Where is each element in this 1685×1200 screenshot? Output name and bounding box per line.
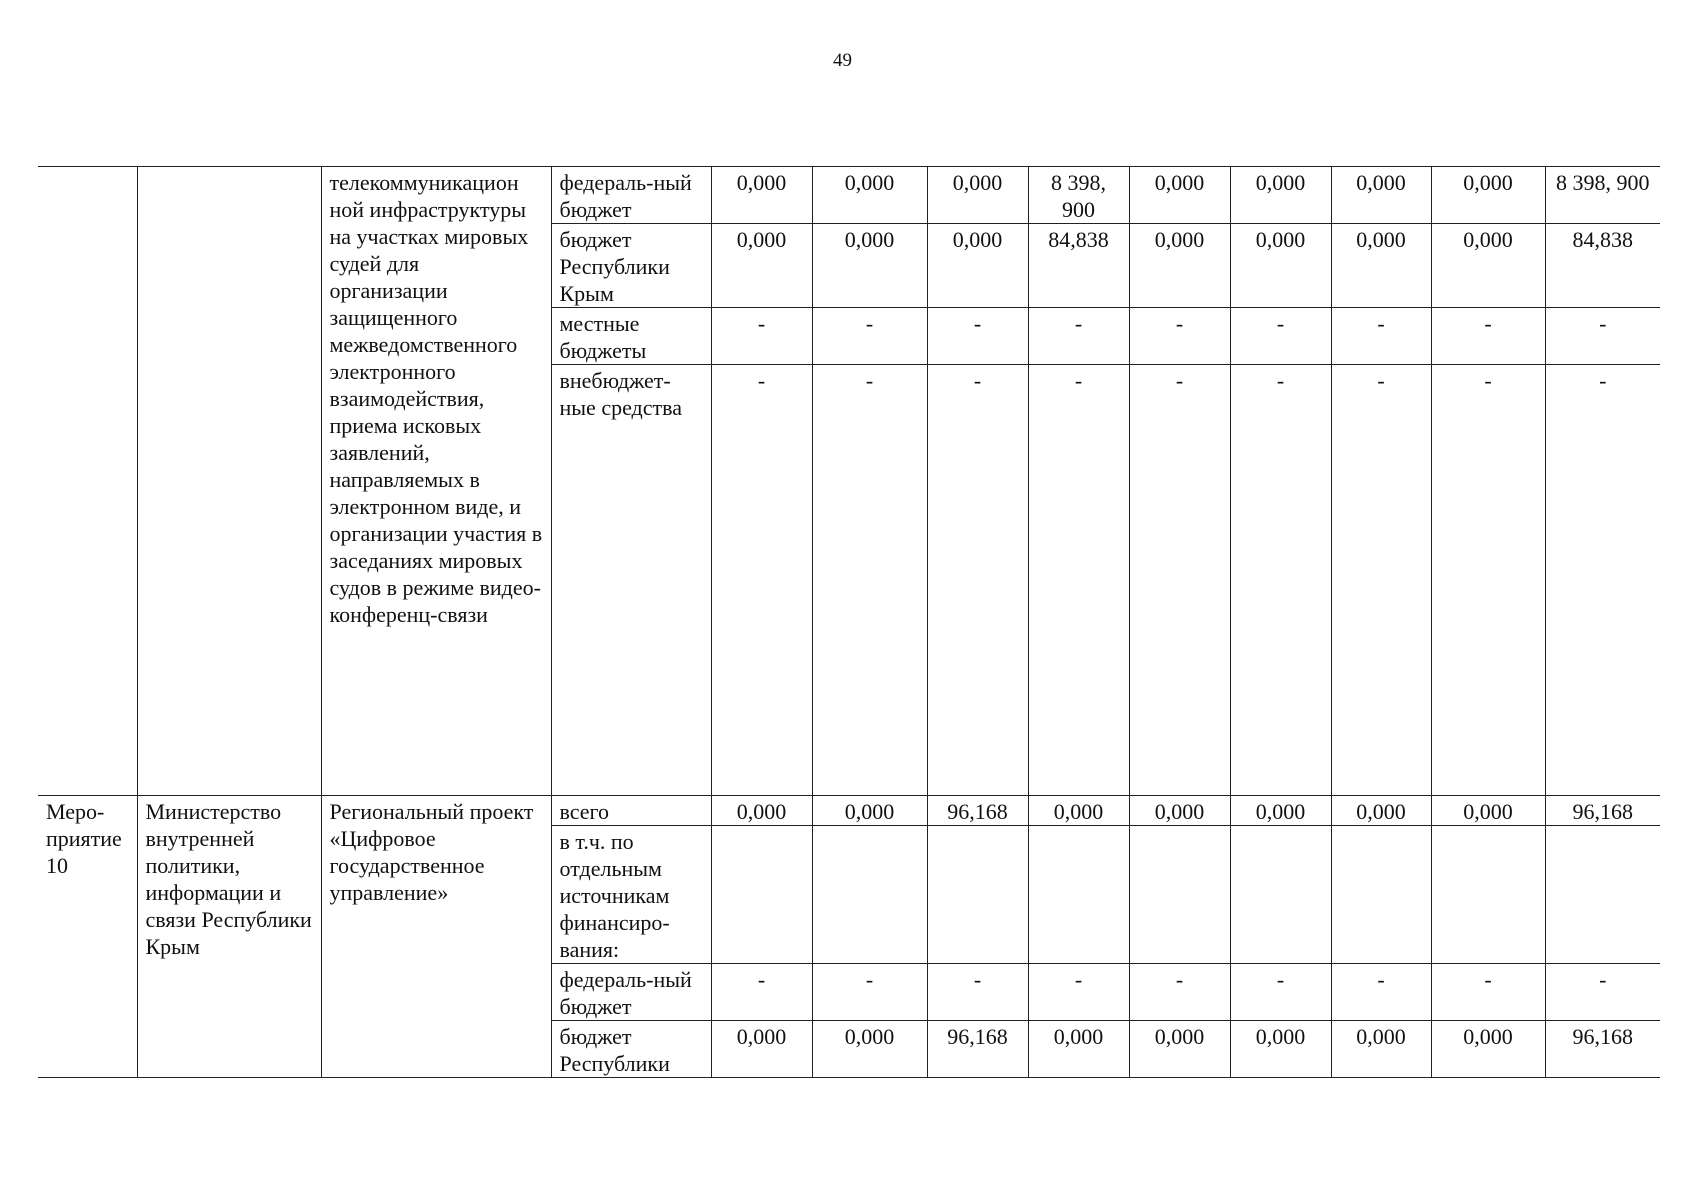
value-cell: 8 398, 900 — [1028, 167, 1129, 224]
value-cell: 96,168 — [927, 1021, 1028, 1078]
funding-source-cell: всего — [551, 796, 711, 826]
value-cell: 0,000 — [1230, 167, 1331, 224]
value-cell: - — [927, 365, 1028, 796]
value-cell: 0,000 — [812, 1021, 927, 1078]
value-cell: - — [1129, 964, 1230, 1021]
value-cell: - — [1028, 365, 1129, 796]
value-cell — [711, 826, 812, 964]
value-cell: - — [1028, 308, 1129, 365]
value-cell: - — [1431, 308, 1545, 365]
value-cell: - — [1230, 308, 1331, 365]
description-cell: телекоммуникацион ной инфраструктуры на участках мировых судей для организации защищенного межведомственного электронного взаимодействия, приема исковых заявлений, направляемых в электронном виде, и организации участия в заседаниях мировых судов в режиме видео-конференц-связи — [321, 167, 551, 796]
value-cell: 0,000 — [711, 224, 812, 308]
funding-source-cell: бюджет Республики Крым — [551, 224, 711, 308]
value-cell — [1431, 826, 1545, 964]
value-cell: 0,000 — [812, 167, 927, 224]
value-cell: 0,000 — [1431, 224, 1545, 308]
page-number: 49 — [833, 50, 852, 71]
value-cell — [1129, 826, 1230, 964]
value-cell: 0,000 — [812, 796, 927, 826]
value-cell: - — [711, 308, 812, 365]
value-cell: 0,000 — [1028, 796, 1129, 826]
description-cell: Региональный проект «Цифровое государственное управление» — [321, 796, 551, 1078]
value-cell: 0,000 — [1230, 796, 1331, 826]
value-cell: - — [927, 308, 1028, 365]
value-cell: 0,000 — [812, 224, 927, 308]
value-cell: 0,000 — [927, 224, 1028, 308]
funding-source-cell: бюджет Республики — [551, 1021, 711, 1078]
event-label-cell: Меро-приятие 10 — [38, 796, 137, 1078]
value-cell: - — [812, 308, 927, 365]
value-cell — [927, 826, 1028, 964]
value-cell: 0,000 — [1331, 224, 1431, 308]
value-cell: - — [812, 964, 927, 1021]
funding-source-cell: внебюджет-ные средства — [551, 365, 711, 796]
table-row — [38, 167, 1660, 224]
value-cell: 0,000 — [1331, 167, 1431, 224]
value-cell — [1545, 826, 1660, 964]
value-cell: - — [1028, 964, 1129, 1021]
value-cell: - — [711, 964, 812, 1021]
value-cell — [812, 826, 927, 964]
value-cell: 0,000 — [1431, 1021, 1545, 1078]
value-cell — [1230, 826, 1331, 964]
value-cell: - — [812, 365, 927, 796]
value-cell: 0,000 — [1230, 1021, 1331, 1078]
value-cell: - — [711, 365, 812, 796]
funding-source-cell: федераль-ный бюджет — [551, 167, 711, 224]
table-body — [38, 167, 1660, 1078]
value-cell: 0,000 — [1331, 1021, 1431, 1078]
value-cell: 0,000 — [1129, 224, 1230, 308]
table-row — [38, 796, 1660, 826]
value-cell: 84,838 — [1545, 224, 1660, 308]
value-cell: 0,000 — [1431, 796, 1545, 826]
value-cell: - — [1331, 964, 1431, 1021]
value-cell: 96,168 — [1545, 796, 1660, 826]
value-cell: - — [1331, 365, 1431, 796]
value-cell: - — [1230, 365, 1331, 796]
value-cell: - — [1545, 308, 1660, 365]
funding-source-cell: в т.ч. по отдельным источникам финансиро-вания: — [551, 826, 711, 964]
value-cell — [1028, 826, 1129, 964]
value-cell: 96,168 — [1545, 1021, 1660, 1078]
value-cell: - — [1129, 308, 1230, 365]
executor-cell: Министерство внутренней политики, информации и связи Республики Крым — [137, 796, 321, 1078]
value-cell: - — [1331, 308, 1431, 365]
funding-source-cell: федераль-ный бюджет — [551, 964, 711, 1021]
value-cell: - — [1545, 365, 1660, 796]
value-cell: 0,000 — [1129, 1021, 1230, 1078]
value-cell: 0,000 — [1230, 224, 1331, 308]
value-cell: 0,000 — [1129, 167, 1230, 224]
value-cell: - — [1431, 964, 1545, 1021]
value-cell: 8 398, 900 — [1545, 167, 1660, 224]
value-cell: - — [927, 964, 1028, 1021]
value-cell: 0,000 — [1331, 796, 1431, 826]
value-cell: 0,000 — [711, 796, 812, 826]
value-cell: 0,000 — [1431, 167, 1545, 224]
value-cell: 0,000 — [1129, 796, 1230, 826]
value-cell: 96,168 — [927, 796, 1028, 826]
value-cell: 0,000 — [1028, 1021, 1129, 1078]
value-cell: 0,000 — [711, 167, 812, 224]
value-cell: - — [1230, 964, 1331, 1021]
value-cell — [1331, 826, 1431, 964]
value-cell: - — [1129, 365, 1230, 796]
value-cell: 0,000 — [927, 167, 1028, 224]
budget-table — [38, 166, 1660, 1078]
value-cell: 0,000 — [711, 1021, 812, 1078]
funding-source-cell: местные бюджеты — [551, 308, 711, 365]
value-cell: 84,838 — [1028, 224, 1129, 308]
value-cell: - — [1545, 964, 1660, 1021]
executor-cell — [137, 167, 321, 796]
event-label-cell — [38, 167, 137, 796]
value-cell: - — [1431, 365, 1545, 796]
